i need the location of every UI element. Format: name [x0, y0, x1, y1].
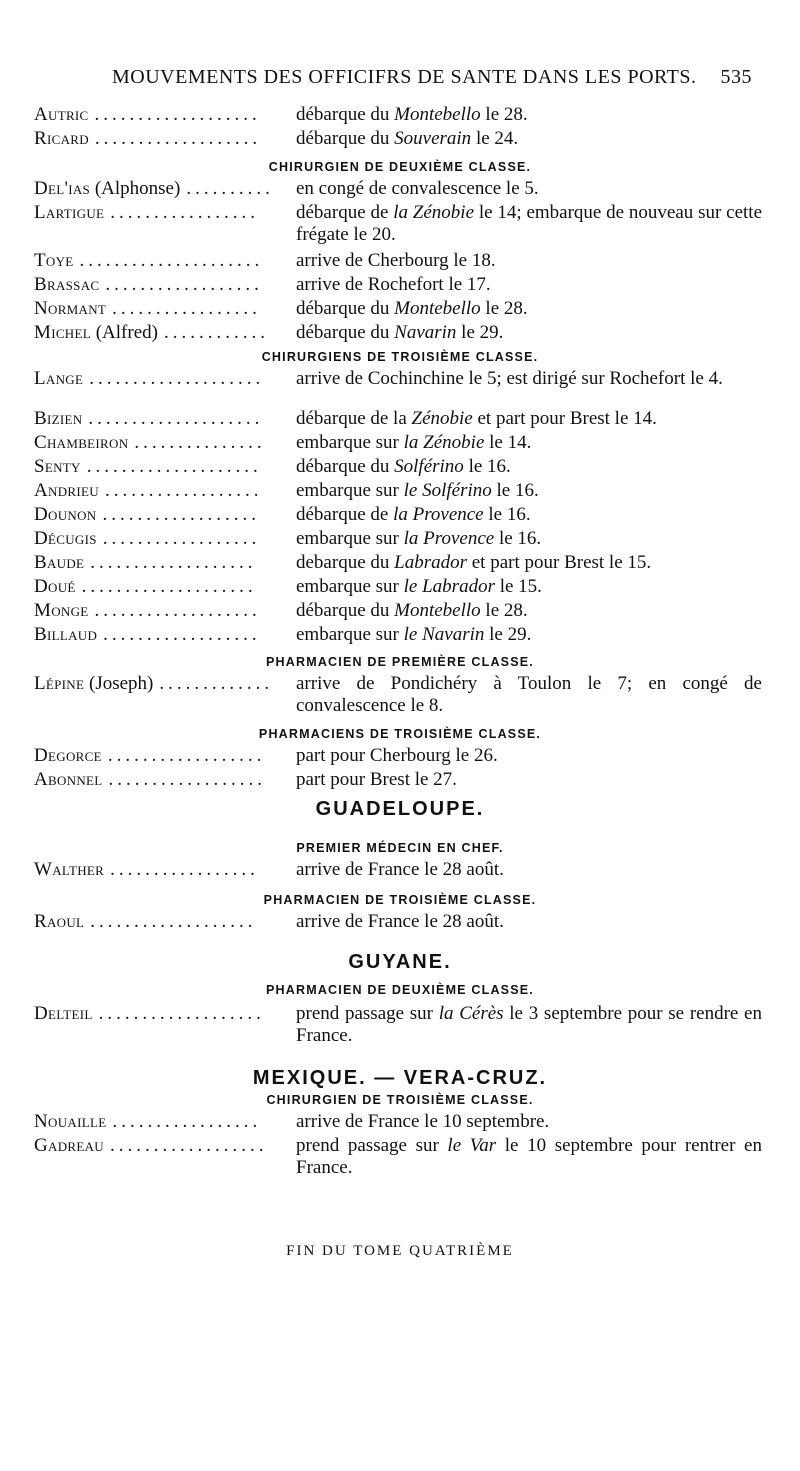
- leader-dots: ..................: [107, 745, 266, 766]
- leader-dots: ..................: [108, 769, 267, 790]
- movement-description: prend passage sur la Cérès le 3 septembre pour se rendre en France.: [296, 1003, 762, 1046]
- officer-surname: Billaud: [34, 624, 98, 645]
- movement-description: débarque du Navarin le 29.: [296, 322, 504, 343]
- movement-description: débarque du Montebello le 28.: [296, 104, 528, 125]
- officer-name: [34, 128, 89, 150]
- colony-section-heading: MEXIQUE. — VERA-CRUZ.: [252, 1067, 548, 1089]
- movement-description: débarque du Montebello le 28.: [296, 298, 528, 319]
- movement-description: embarque sur le Navarin le 29.: [296, 624, 532, 645]
- movement-description: arrive de France le 28 août.: [296, 859, 504, 880]
- officer-surname: Degorce: [34, 745, 102, 766]
- officer-name: [34, 1003, 93, 1025]
- movement-description: arrive de France le 10 septembre.: [296, 1111, 550, 1132]
- movement-description: arrive de Cochinchine le 5; est dirigé sur Rochefort le 4.: [296, 368, 723, 389]
- officer-surname: Monge: [34, 600, 89, 621]
- officer-surname: Lartigue: [34, 202, 105, 223]
- officer-surname: Doué: [34, 576, 76, 597]
- leader-dots: ..................: [103, 624, 261, 645]
- rank-heading: PHARMACIEN DE TROISIÈME CLASSE.: [263, 893, 537, 907]
- officer-surname: Del'ias: [34, 178, 91, 199]
- officer-name: [34, 504, 96, 526]
- movement-description: arrive de Rochefort le 17.: [296, 274, 491, 295]
- leader-dots: ...................: [90, 552, 257, 573]
- movement-description: débarque du Montebello le 28.: [296, 600, 528, 621]
- officer-name: [34, 178, 180, 200]
- leader-dots: ...................: [94, 104, 261, 125]
- leader-dots: ............: [163, 322, 269, 343]
- officer-surname: Ricard: [34, 128, 89, 149]
- rank-heading: CHIRURGIEN DE DEUXIÈME CLASSE.: [268, 160, 532, 174]
- officer-name: [34, 298, 106, 320]
- officer-surname: Décugis: [34, 528, 97, 549]
- leader-dots: ..................: [102, 504, 260, 525]
- officer-name: [34, 624, 97, 646]
- officer-name: [34, 274, 99, 296]
- leader-dots: ...............: [134, 432, 266, 453]
- rank-heading: PHARMACIENS DE TROISIÈME CLASSE.: [258, 727, 542, 741]
- officer-name: [34, 576, 76, 598]
- officer-name: [34, 673, 153, 695]
- leader-dots: ...................: [98, 1003, 265, 1024]
- leader-dots: ..................: [102, 528, 261, 549]
- movement-description: part pour Cherbourg le 26.: [296, 745, 498, 766]
- officer-surname: Autric: [34, 104, 89, 125]
- movement-description: débarque de la Provence le 16.: [296, 504, 531, 525]
- leader-dots: .................: [110, 202, 260, 223]
- officer-forename: (Alphonse): [90, 178, 181, 199]
- leader-dots: ....................: [81, 576, 257, 597]
- movement-description: débarque de la Zénobie le 14; embarque de nouveau sur cette frégate le 20.: [296, 202, 762, 245]
- officer-name: [34, 859, 104, 881]
- rank-heading: PHARMACIEN DE PREMIÈRE CLASSE.: [266, 655, 534, 669]
- leader-dots: ....................: [86, 456, 262, 477]
- movement-description: débarque du Souverain le 24.: [296, 128, 519, 149]
- officer-name: [34, 104, 89, 126]
- leader-dots: .............: [159, 673, 274, 694]
- movement-description: part pour Brest le 27.: [296, 769, 457, 790]
- officer-name: [34, 250, 74, 272]
- movement-description: débarque de la Zénobie et part pour Brest le 14.: [296, 408, 657, 429]
- officer-name: [34, 552, 84, 574]
- officer-name: [34, 202, 104, 224]
- officer-forename: (Alfred): [90, 322, 158, 343]
- running-head: [112, 66, 752, 89]
- movement-description: arrive de France le 28 août.: [296, 911, 504, 932]
- officer-surname: Bizien: [34, 408, 83, 429]
- rank-heading: CHIRURGIENS DE TROISIÈME CLASSE.: [261, 350, 539, 364]
- officer-name: [34, 322, 158, 344]
- movement-description: arrive de Cherbourg le 18.: [296, 250, 496, 271]
- leader-dots: .................: [110, 859, 259, 880]
- movement-description: embarque sur la Provence le 16.: [296, 528, 542, 549]
- officer-surname: Lange: [34, 368, 84, 389]
- officer-surname: Lépine: [34, 673, 85, 694]
- officer-surname: Delteil: [34, 1003, 93, 1024]
- officer-surname: Gadreau: [34, 1135, 104, 1156]
- officer-surname: Michel: [34, 322, 91, 343]
- colony-section-heading: GUADELOUPE.: [315, 798, 485, 820]
- officer-forename: (Joseph): [84, 673, 154, 694]
- movement-description: prend passage sur le Var le 10 septembre pour rentrer en France.: [296, 1135, 762, 1178]
- leader-dots: ..........: [186, 178, 274, 199]
- movement-description: en congé de convalescence le 5.: [296, 178, 539, 199]
- leader-dots: ..................: [104, 480, 263, 501]
- officer-surname: Chambeiron: [34, 432, 129, 453]
- officer-surname: Andrieu: [34, 480, 99, 501]
- officer-surname: Toye: [34, 250, 74, 271]
- officer-surname: Baude: [34, 552, 85, 573]
- officer-surname: Dounon: [34, 504, 97, 525]
- leader-dots: ....................: [89, 368, 265, 389]
- officer-surname: Raoul: [34, 911, 85, 932]
- leader-dots: ....................: [88, 408, 264, 429]
- leader-dots: .................: [112, 1111, 262, 1132]
- officer-name: [34, 1135, 104, 1157]
- officer-surname: Abonnel: [34, 769, 103, 790]
- leader-dots: ..................: [105, 274, 263, 295]
- rank-heading: PREMIER MÉDECIN EN CHEF.: [296, 841, 504, 855]
- movement-description: embarque sur la Zénobie le 14.: [296, 432, 532, 453]
- officer-name: [34, 456, 81, 478]
- officer-surname: Nouaille: [34, 1111, 107, 1132]
- leader-dots: ...................: [90, 911, 257, 932]
- rank-heading: PHARMACIEN DE DEUXIÈME CLASSE.: [266, 983, 534, 997]
- leader-dots: ..................: [110, 1135, 268, 1156]
- officer-name: [34, 480, 99, 502]
- officer-name: [34, 408, 82, 430]
- officer-surname: Walther: [34, 859, 105, 880]
- officer-surname: Normant: [34, 298, 107, 319]
- leader-dots: ...................: [94, 600, 261, 621]
- officer-name: [34, 432, 128, 454]
- officer-surname: Brassac: [34, 274, 100, 295]
- movement-description: embarque sur le Labrador le 15.: [296, 576, 542, 597]
- colony-section-heading: GUYANE.: [348, 951, 452, 973]
- officer-name: [34, 368, 83, 390]
- movement-description: embarque sur le Solférino le 16.: [296, 480, 539, 501]
- officer-name: [34, 911, 84, 933]
- running-head-title: MOUVEMENTS DES OFFICIFRS DE SANTE DANS LES PORTS.: [112, 66, 697, 88]
- movement-description: arrive de Pondichéry à Toulon le 7; en congé de convalescence le 8.: [296, 673, 762, 716]
- officer-name: [34, 769, 103, 791]
- officer-name: [34, 528, 97, 550]
- officer-surname: Senty: [34, 456, 81, 477]
- rank-heading: CHIRURGIEN DE TROISIÈME CLASSE.: [266, 1093, 534, 1107]
- movement-description: debarque du Labrador et part pour Brest le 15.: [296, 552, 652, 573]
- officer-name: [34, 1111, 106, 1133]
- officer-name: [34, 745, 102, 767]
- officer-name: [34, 600, 89, 622]
- leader-dots: .....................: [79, 250, 264, 271]
- leader-dots: .................: [112, 298, 261, 319]
- end-of-volume-note: FIN DU TOME QUATRIÈME: [286, 1243, 514, 1259]
- page-number: 535: [720, 66, 752, 88]
- leader-dots: ...................: [94, 128, 262, 149]
- movement-description: débarque du Solférino le 16.: [296, 456, 511, 477]
